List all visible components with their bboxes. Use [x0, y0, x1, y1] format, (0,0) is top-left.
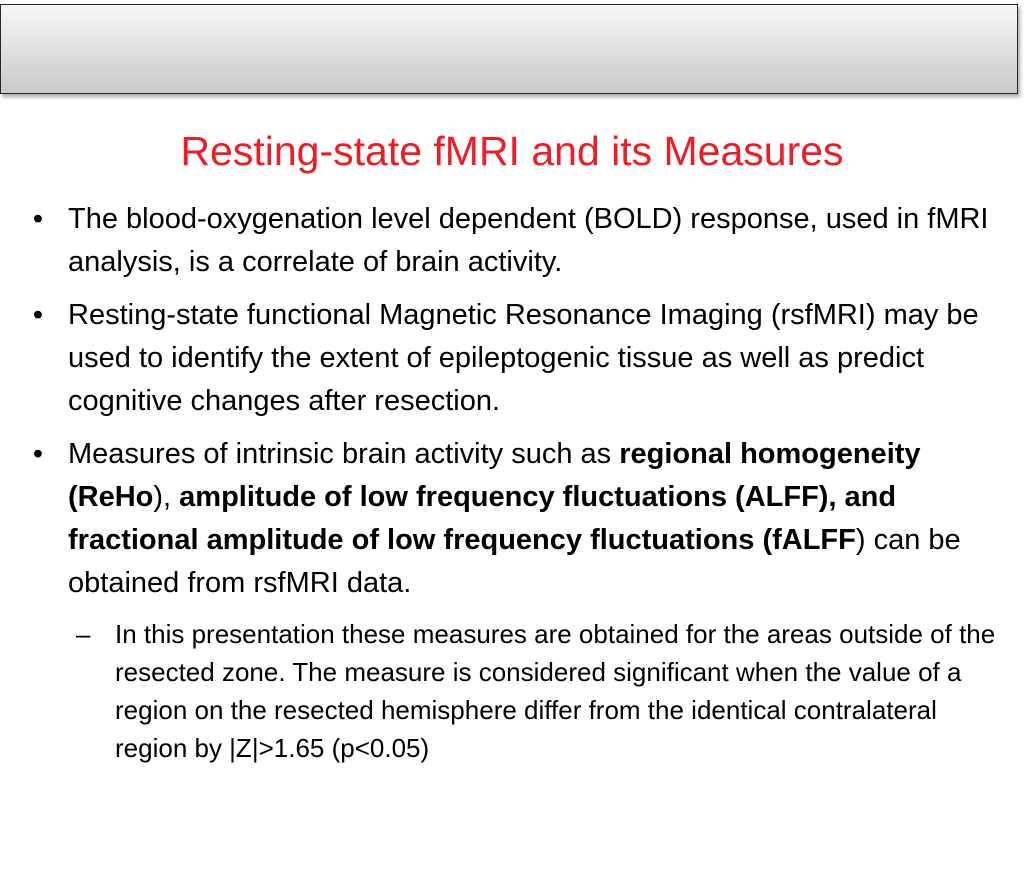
bullet-item	[28, 294, 1003, 423]
bullet-item	[28, 198, 1003, 284]
header-banner	[0, 4, 1018, 94]
bullet-icon: •	[32, 299, 44, 331]
dash-icon: –	[76, 619, 91, 649]
sub-bullet-item	[28, 615, 1003, 767]
slide-content	[28, 198, 1003, 767]
slide-title: Resting-state fMRI and its Measures	[180, 128, 844, 174]
bullet-text: The blood-oxygenation level dependent (BOLD) response, used in fMRI analysis, is a correlate of brain activity.	[68, 203, 989, 278]
bullet-text-bold: regional homogeneity (ReHo	[68, 438, 921, 513]
bullet-text-part: ),	[153, 481, 180, 513]
bullet-text-part: ) can be obtained from rsfMRI data.	[68, 524, 961, 599]
bullet-icon: •	[32, 438, 44, 470]
bullet-text: Resting-state functional Magnetic Resonance Imaging (rsfMRI) may be used to identify the extent of epileptogenic tissue as well as predict cognitive changes after resection.	[68, 299, 979, 417]
sub-bullet-text: In this presentation these measures are obtained for the areas outside of the resected zone. The measure is considered significant when the value of a region on the resected hemisphere differ from the identical contralateral region by |Z|>1.65 (p<0.05)	[115, 619, 996, 763]
bullet-text-part: Measures of intrinsic brain activity such as	[68, 438, 620, 470]
bullet-item	[28, 433, 1003, 605]
bullet-icon: •	[32, 203, 44, 235]
bullet-text-bold: amplitude of low frequency fluctuations (ALFF), and fractional amplitude of low frequency fluctuations (fALFF	[68, 481, 897, 556]
